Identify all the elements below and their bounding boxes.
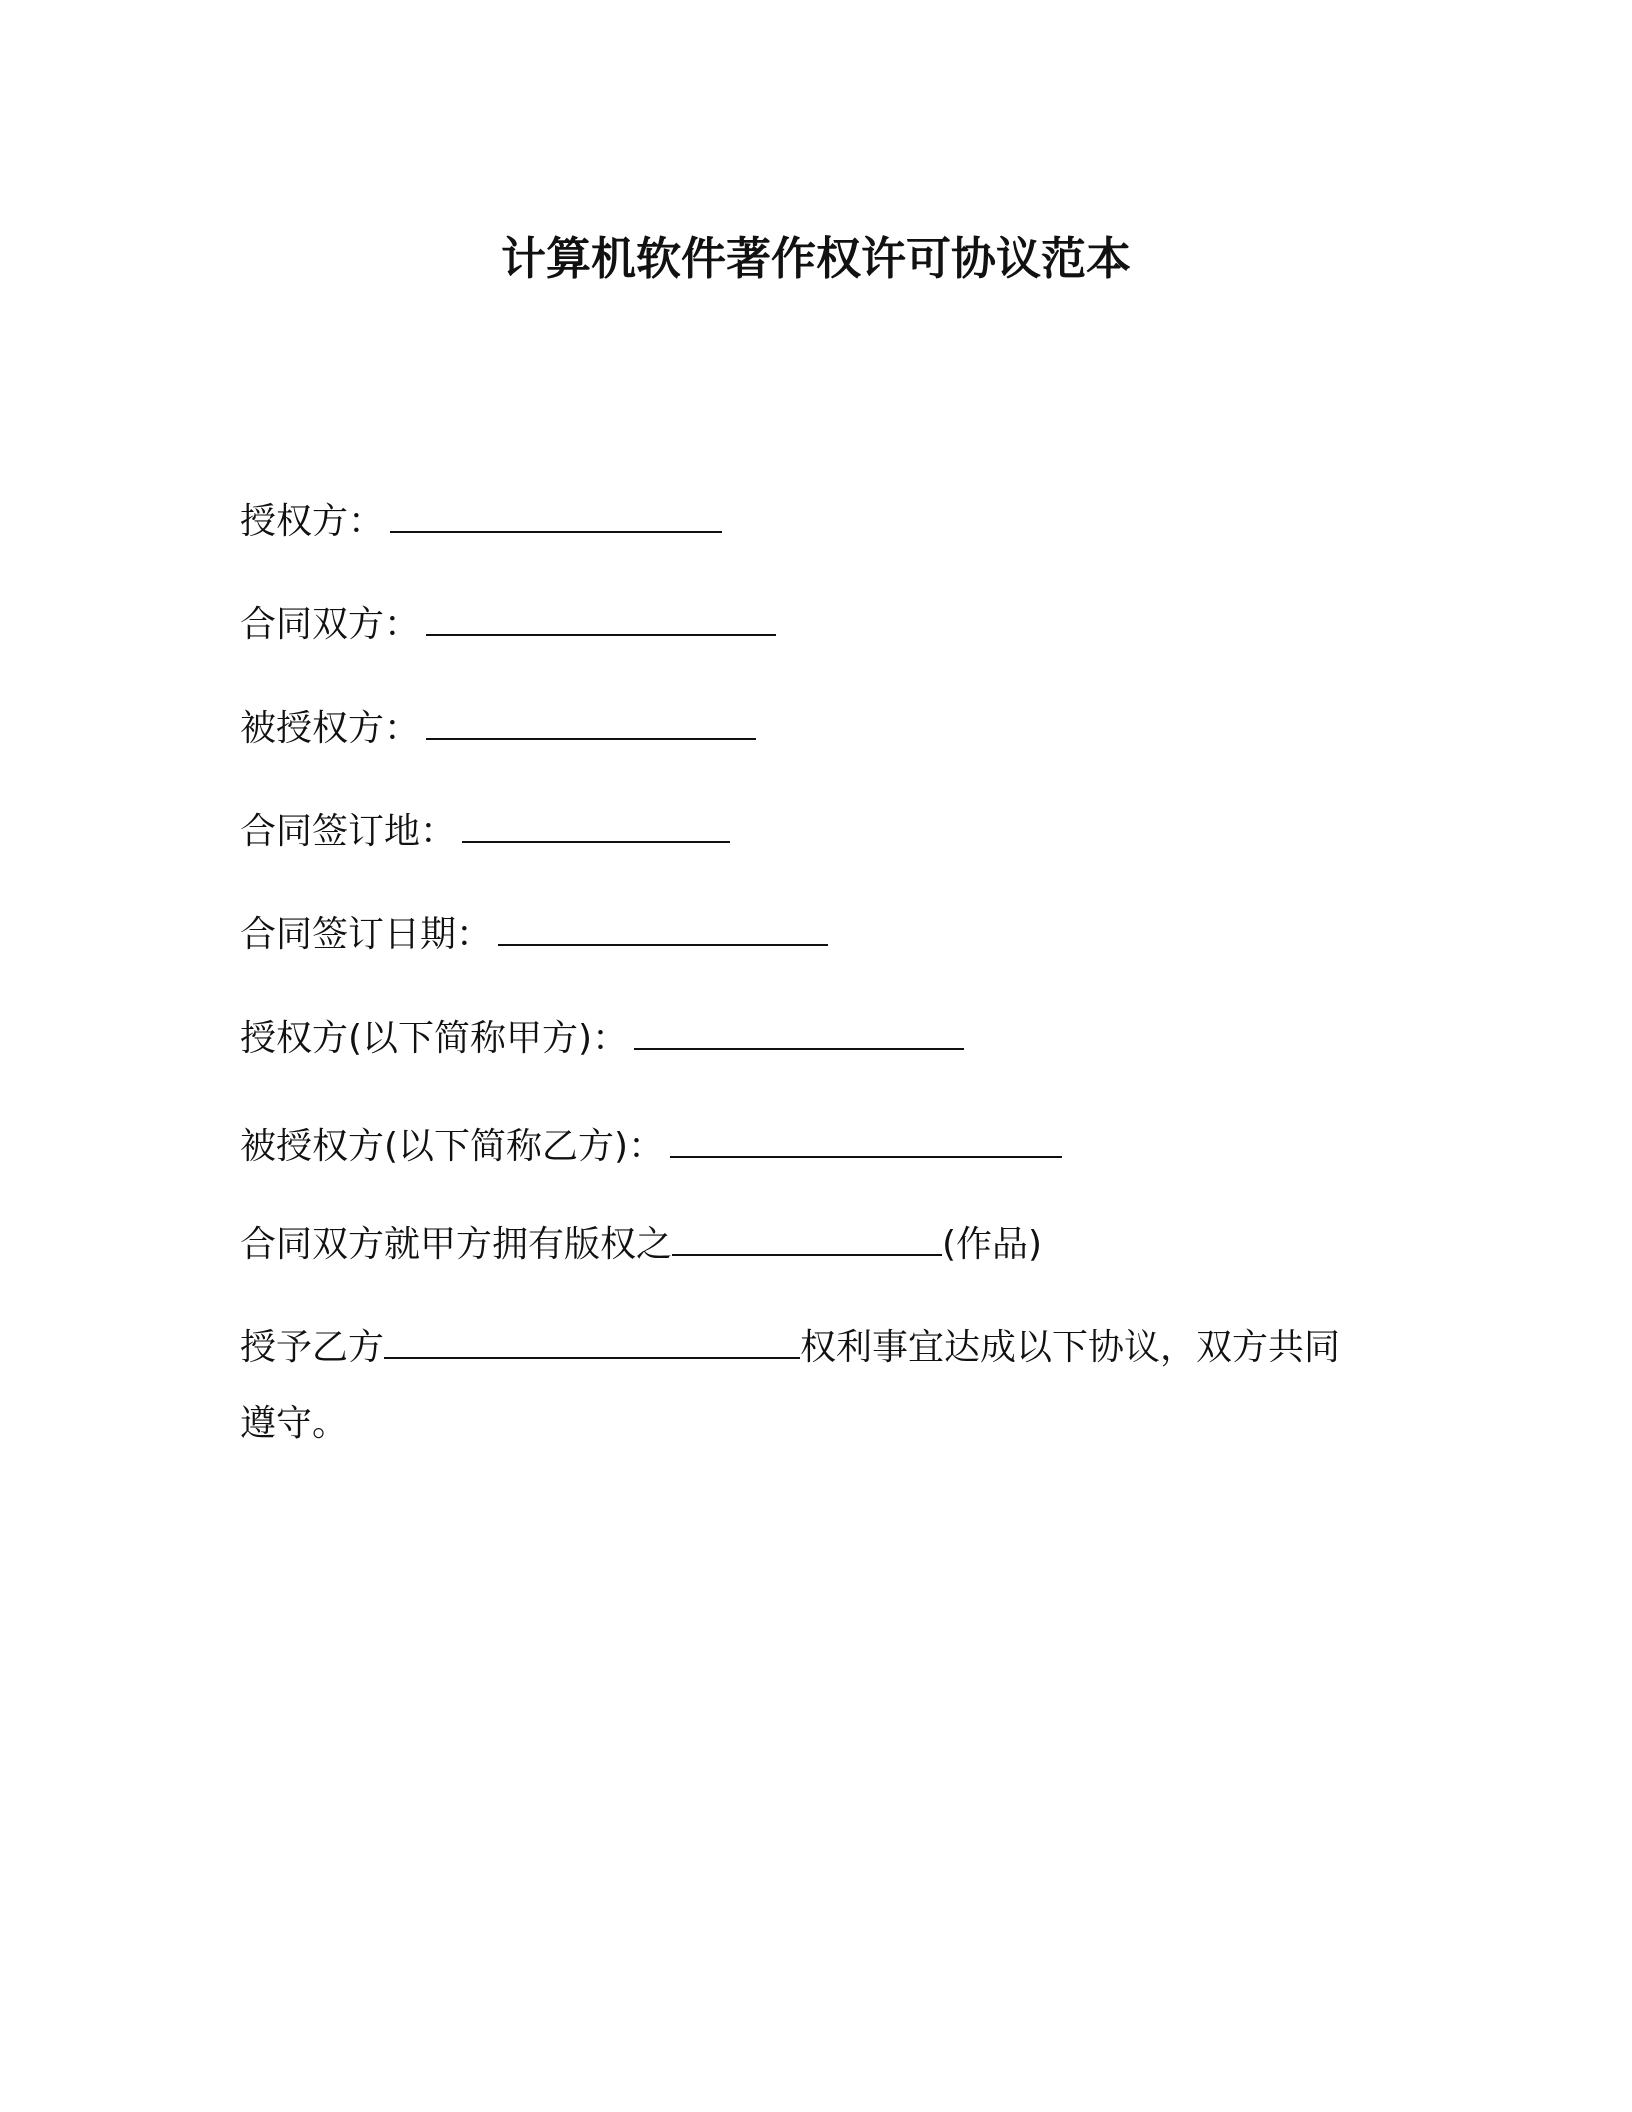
blank-line	[672, 1224, 942, 1256]
field-licensor	[240, 498, 722, 546]
clause-work	[240, 1221, 1042, 1269]
clause-grant-continuation: 遵守。	[240, 1403, 349, 1444]
clause-text: 合同双方就甲方拥有版权之	[240, 1224, 673, 1265]
blank-line	[384, 1327, 800, 1359]
blank-line	[426, 604, 776, 636]
document-title: 计算机软件著作权许可协议范本	[500, 232, 1131, 285]
field-signing-place	[240, 808, 730, 856]
blank-line	[670, 1126, 1062, 1158]
field-party-b	[240, 1123, 1062, 1171]
field-label: 授权方：	[240, 501, 385, 542]
field-licensee	[240, 705, 756, 753]
field-label: 被授权方(以下简称乙方)：	[240, 1126, 665, 1167]
blank-line	[390, 501, 722, 533]
field-label: 合同双方：	[240, 604, 421, 645]
clause-text: 权利事宜达成以下协议，双方共同	[800, 1327, 1341, 1368]
blank-line	[498, 914, 828, 946]
field-label: 授权方(以下简称甲方)：	[240, 1018, 629, 1059]
field-label: 被授权方：	[240, 708, 421, 749]
field-label: 合同签订地：	[240, 811, 457, 852]
blank-line	[634, 1018, 964, 1050]
field-party-a	[240, 1015, 964, 1063]
clause-text: (作品)	[942, 1224, 1043, 1265]
clause-grant	[240, 1324, 1340, 1372]
clause-text: 授予乙方	[240, 1327, 385, 1368]
field-label: 合同签订日期：	[240, 914, 493, 955]
field-signing-date	[240, 911, 828, 959]
blank-line	[426, 708, 756, 740]
blank-line	[462, 811, 730, 843]
field-contract-parties	[240, 601, 776, 649]
